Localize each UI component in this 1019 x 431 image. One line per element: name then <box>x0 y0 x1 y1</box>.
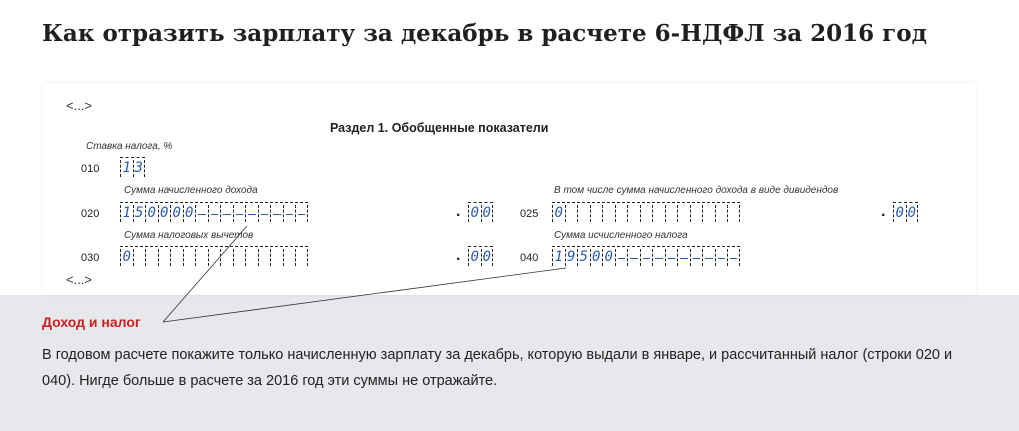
digit-cell: 1 <box>552 249 565 266</box>
label-020: Сумма начисленного дохода <box>124 185 258 196</box>
digit-cell: 0 <box>120 249 133 266</box>
kop-digit-cell: 0 <box>468 249 481 266</box>
digit-cell: 5 <box>577 249 590 266</box>
code-010: 010 <box>81 163 100 175</box>
digit-cell: 0 <box>170 205 183 222</box>
kop-digit-cell: 0 <box>468 205 481 222</box>
digit-cell: 0 <box>602 249 615 266</box>
digit-cell: 1 <box>120 205 133 222</box>
digit-cell: 9 <box>565 249 578 266</box>
digit-cell: 0 <box>183 205 196 222</box>
decimal-dot-025: . <box>881 203 886 220</box>
code-020: 020 <box>81 208 100 220</box>
label-010: Ставка налога, % <box>86 141 173 152</box>
digit-cell: 1 <box>120 160 133 177</box>
section-title: Раздел 1. Обобщенные показатели <box>330 121 549 135</box>
page-title: Как отразить зарплату за декабрь в расчете 6-НДФЛ за 2016 год <box>42 20 927 47</box>
digit-cell: 0 <box>145 205 158 222</box>
ellipsis-top: <...> <box>66 98 93 113</box>
ellipsis-bottom: <...> <box>66 272 93 287</box>
label-040: Сумма исчисленного налога <box>554 230 688 241</box>
digit-cell: 5 <box>133 205 146 222</box>
decimal-dot-020: . <box>456 203 461 220</box>
digit-cell: 0 <box>590 249 603 266</box>
label-025: В том числе сумма начисленного дохода в виде дивидендов <box>554 185 839 196</box>
label-030: Сумма налоговых вычетов <box>124 230 254 241</box>
code-025: 025 <box>520 208 539 220</box>
code-040: 040 <box>520 252 539 264</box>
kop-digit-cell: 0 <box>481 205 494 222</box>
digit-cell: 0 <box>158 205 171 222</box>
kop-digit-cell: 0 <box>893 205 906 222</box>
callout-heading: Доход и налог <box>42 314 141 330</box>
callout-text: В годовом расчете покажите только начисленную зарплату за декабрь, которую выдали в январе, и рассчитанный налог (строки 020 и 040). Нигде больше в расчете за 2016 год эти суммы не отражайте. <box>42 347 953 389</box>
decimal-dot-030: . <box>456 247 461 264</box>
code-030: 030 <box>81 252 100 264</box>
digit-cell: 0 <box>552 205 565 222</box>
digit-cell: 3 <box>133 160 146 177</box>
kop-digit-cell: 0 <box>481 249 494 266</box>
kop-digit-cell: 0 <box>906 205 919 222</box>
